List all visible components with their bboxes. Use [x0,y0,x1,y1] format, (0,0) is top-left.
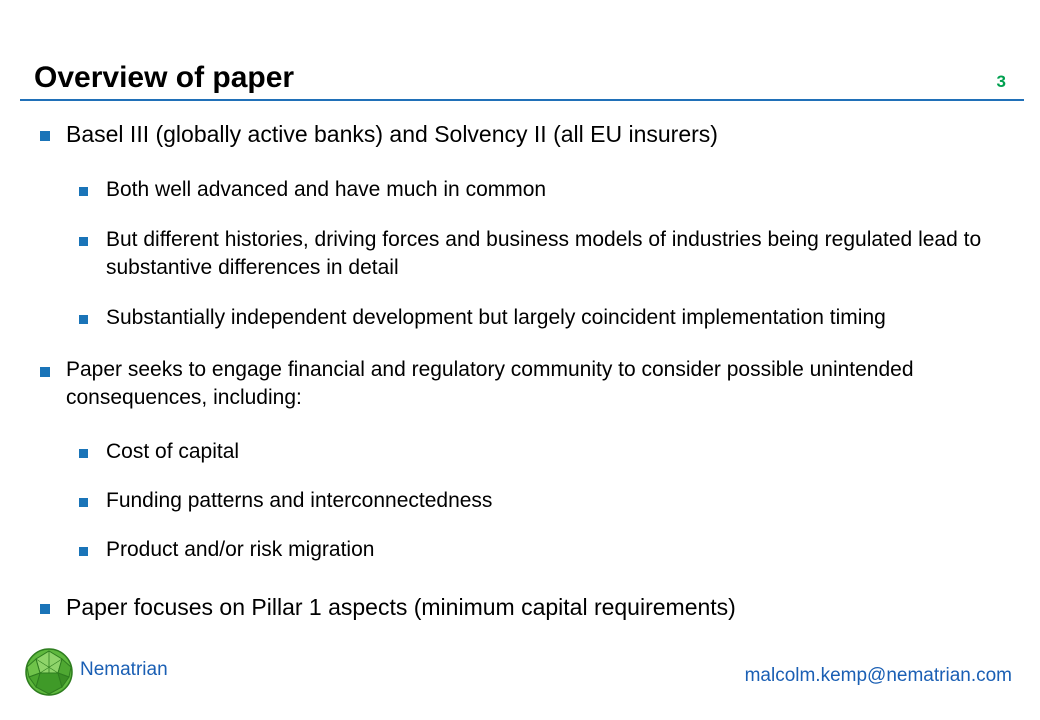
square-bullet-icon [79,237,88,246]
sub-bullet-independent-development [106,304,1016,332]
bullet-text: Both well advanced and have much in common [106,178,547,201]
slide-number: 3 [996,72,1006,91]
bullet-text: Product and/or risk migration [106,538,375,561]
square-bullet-icon [79,187,88,196]
square-bullet-icon [40,367,50,377]
bullet-text: But different histories, driving forces and business models of industries being regulated lead to substantive differences in detail [106,228,982,279]
bullet-engage-community [66,356,1016,412]
square-bullet-icon [79,498,88,507]
sub-bullet-different-histories [106,226,1016,282]
square-bullet-icon [79,315,88,324]
square-bullet-icon [79,449,88,458]
bullet-text: Substantially independent development but largely coincident implementation timing [106,306,886,329]
bullet-text: Cost of capital [106,440,240,463]
square-bullet-icon [40,131,50,141]
title-divider [20,99,1024,101]
bullet-basel-solvency [66,120,1016,149]
bullet-text: Basel III (globally active banks) and Solvency II (all EU insurers) [66,121,718,147]
sub-bullet-well-advanced [106,176,1016,204]
slide-title: Overview of paper [34,61,295,94]
footer-brand: Nematrian [80,659,168,680]
bullet-text: Funding patterns and interconnectedness [106,489,493,512]
bullet-pillar-1 [66,593,1016,622]
sub-bullet-product-risk-migration [106,536,1016,564]
sub-bullet-funding-patterns [106,487,1016,515]
green-geodesic-sphere-icon [24,647,74,697]
square-bullet-icon [79,547,88,556]
bullet-text: Paper seeks to engage financial and regulatory community to consider possible unintended consequences, including: [66,358,914,409]
bullet-text: Paper focuses on Pillar 1 aspects (minimum capital requirements) [66,594,736,620]
square-bullet-icon [40,604,50,614]
sub-bullet-cost-of-capital [106,438,1016,466]
footer-email-link[interactable]: malcolm.kemp@nematrian.com [744,665,1012,686]
